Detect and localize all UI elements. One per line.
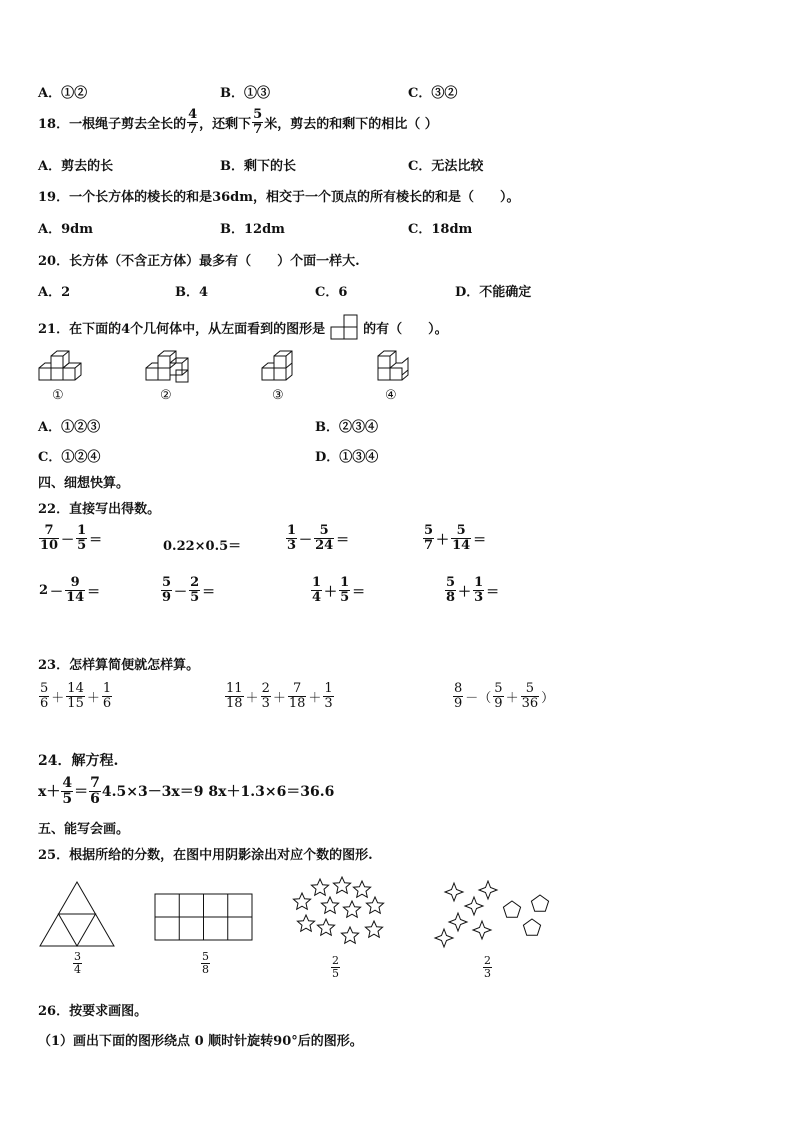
q25-fraction-1: $\frac{3}{4}$	[74, 950, 81, 976]
q22-item-6: $\frac{1}{4}$ ＋ $\frac{1}{5}$ ＝	[312, 575, 366, 605]
solid-figure-2-icon	[142, 348, 202, 386]
q25-fraction-4: $\frac{2}{3}$	[484, 954, 491, 980]
figure-label-1: ①	[52, 388, 64, 403]
q20-option-c[interactable]: C．6	[315, 285, 348, 300]
q18-suffix: 米，剪去的和剩下的相比（ ）	[264, 116, 438, 132]
solid-figure-3-icon	[258, 350, 308, 386]
q19-question: 19．一个长方体的棱长的和是36dm，相交于一个顶点的所有棱长的和是（ ）。	[38, 190, 520, 205]
section-4-heading: 四、细想快算。	[38, 476, 130, 491]
rectangle-grid-figure[interactable]	[154, 893, 254, 943]
q22-item-4: 2 － $\frac{9}{14}$ ＝	[39, 575, 101, 605]
q19-option-c[interactable]: C．18dm	[408, 222, 473, 237]
q25-fraction-2: $\frac{5}{8}$	[202, 950, 209, 976]
q20-option-b[interactable]: B．4	[175, 285, 209, 300]
section-5-heading: 五、能写会画。	[38, 822, 130, 837]
q24-rest: 4.5×3－3x＝9 8x＋1.3×6＝36.6	[101, 784, 335, 801]
q20-option-d[interactable]: D．不能确定	[455, 285, 532, 300]
q18-prefix: 18．一根绳子剪去全长的	[38, 116, 187, 132]
q26-title: 26．按要求画图。	[38, 1004, 148, 1019]
q18-mid: ，还剩下	[199, 116, 252, 132]
q24-equals: ＝	[74, 784, 89, 801]
q21-option-d[interactable]: D．①③④	[315, 450, 379, 465]
figure-label-3: ③	[272, 388, 284, 403]
q21-option-b[interactable]: B．②③④	[315, 420, 378, 435]
five-point-stars-figure[interactable]	[290, 876, 390, 952]
four-point-stars-and-pentagons-figure[interactable]	[432, 880, 556, 950]
q25-title: 25．根据所给的分数，在图中用阴影涂出对应个数的图形.	[38, 848, 373, 863]
q18-fraction-2: $\frac{5}{7}$	[253, 107, 263, 137]
q23-expression-3: $\frac{8}{9}$ －（ $\frac{5}{9}$ ＋ $\frac{5}{36}$ ）	[454, 681, 555, 711]
q24-equations: x＋ $\frac{4}{5}$ ＝ $\frac{7}{6}$ 4.5×3－3x＝9 8x＋1.3×6＝36.6	[38, 775, 335, 807]
q24-title: 24．解方程.	[38, 753, 119, 769]
q26-subquestion-1: （1）画出下面的图形绕点 0 顺时针旋转90°后的图形。	[38, 1034, 363, 1049]
q23-title: 23．怎样算简便就怎样算。	[38, 658, 200, 673]
q22-item-1: $\frac{7}{10}$ － $\frac{1}{5}$ ＝	[40, 523, 103, 553]
q21-question	[38, 314, 448, 340]
q22-item-5: $\frac{5}{9}$ － $\frac{2}{5}$ ＝	[162, 575, 216, 605]
q24-x-plus: x＋	[38, 784, 61, 801]
q20-option-a[interactable]: A．2	[38, 285, 71, 300]
q17-option-c[interactable]: C．③②	[408, 86, 458, 101]
q18-question	[38, 108, 438, 136]
q22-title: 22．直接写出得数。	[38, 502, 161, 517]
solid-figure-4-icon	[374, 348, 424, 386]
q21-option-c[interactable]: C．①②④	[38, 450, 101, 465]
q22-item-2: $\frac{1}{3}$ － $\frac{5}{24}$ ＝	[287, 523, 350, 553]
left-view-shape-icon	[329, 314, 359, 340]
q23-expression-2: $\frac{11}{18}$ ＋ $\frac{2}{3}$ ＋ $\frac{7}{18}$ ＋ $\frac{1}{3}$	[226, 681, 333, 711]
q21-option-a[interactable]: A．①②③	[38, 420, 101, 435]
q17-option-a[interactable]: A．①②	[38, 86, 88, 101]
figure-label-2: ②	[160, 388, 172, 403]
q18-option-a[interactable]: A．剪去的长	[38, 159, 114, 174]
q18-option-b[interactable]: B．剩下的长	[220, 159, 296, 174]
q18-fraction-1: $\frac{4}{7}$	[188, 107, 198, 137]
solid-figure-1-icon	[35, 348, 95, 386]
q19-option-a[interactable]: A．9dm	[38, 222, 93, 237]
q22-item-7: $\frac{5}{8}$ ＋ $\frac{1}{3}$ ＝	[446, 575, 500, 605]
q22-decimal-item: 0.22×0.5＝	[163, 539, 242, 554]
q25-fraction-3: $\frac{2}{5}$	[332, 954, 339, 980]
q17-option-b[interactable]: B．①③	[220, 86, 270, 101]
q21-suffix: 的有（ ）。	[363, 321, 448, 337]
q22-item-3: $\frac{5}{7}$ ＋ $\frac{5}{14}$ ＝	[424, 523, 487, 553]
q21-prefix: 21．在下面的4个几何体中，从左面看到的图形是	[38, 321, 326, 337]
q20-question: 20．长方体（不含正方体）最多有（ ）个面一样大.	[38, 254, 360, 269]
triangle-grid-figure[interactable]	[38, 880, 116, 948]
q19-option-b[interactable]: B．12dm	[220, 222, 285, 237]
figure-label-4: ④	[385, 388, 397, 403]
q23-expression-1: $\frac{5}{6}$ ＋ $\frac{14}{15}$ ＋ $\frac{1}{6}$	[40, 681, 112, 711]
q18-option-c[interactable]: C．无法比较	[408, 159, 484, 174]
